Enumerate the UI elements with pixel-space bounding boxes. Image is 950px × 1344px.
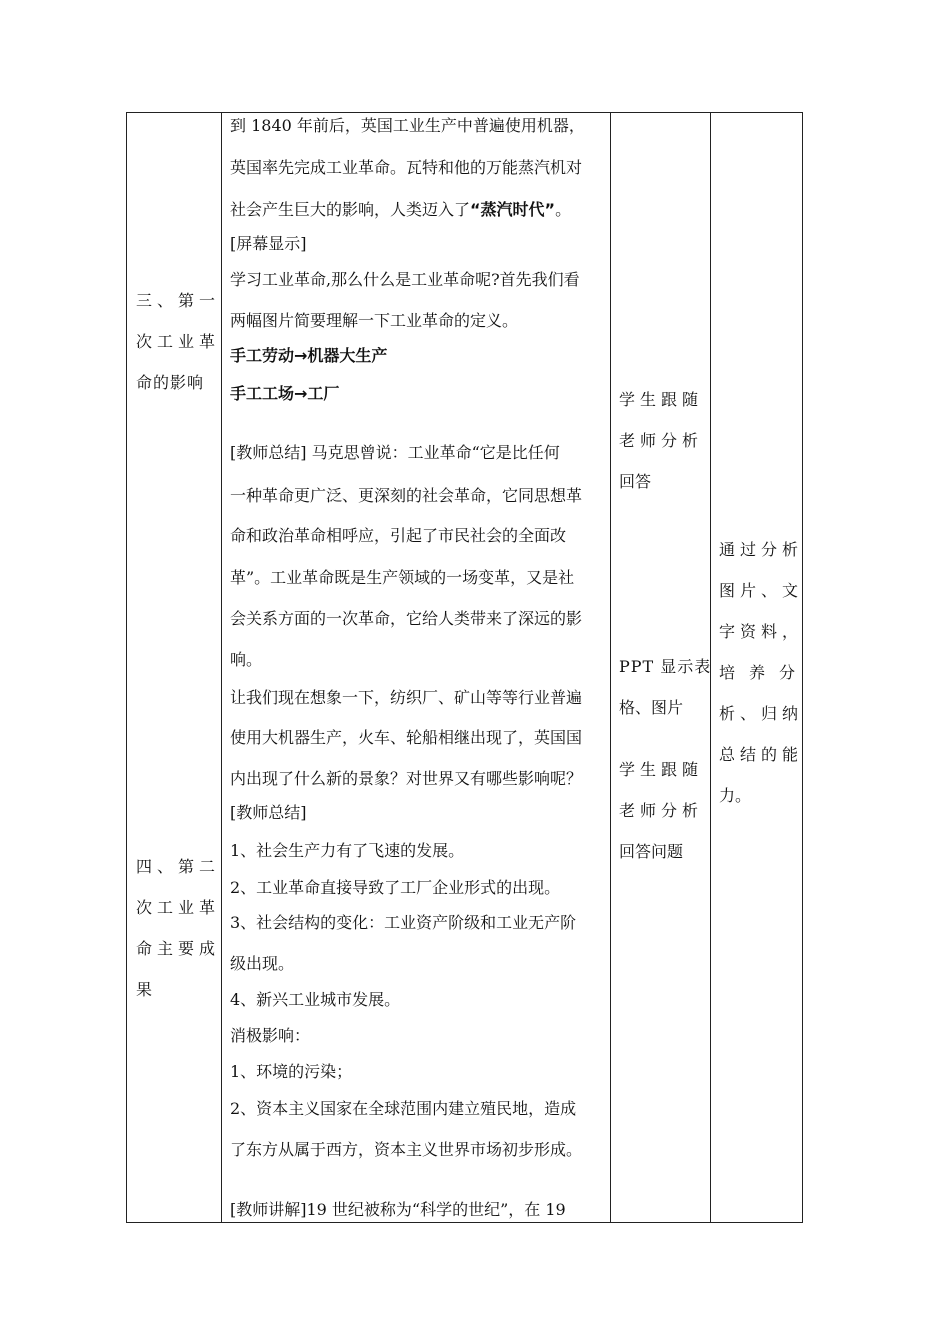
text-line: 革”。工业革命既是生产领域的一场变革，又是社 (230, 568, 575, 587)
text-line: 使用大机器生产，火车、轮船相继出现了，英国国 (230, 728, 583, 747)
intent-line: 析、归纳 (719, 704, 804, 723)
activity-line: 学生跟随 (619, 390, 704, 409)
list-item: 2、资本主义国家在全球范围内建立殖民地，造成 (230, 1099, 577, 1118)
text-line: 到 1840 年前后，英国工业生产中普遍使用机器， (230, 116, 585, 135)
negative-impact-title: 消极影响： (230, 1026, 311, 1045)
topic-four-line: 次工业革 (136, 898, 221, 917)
list-item: 3、社会结构的变化：工业资产阶级和工业无产阶 (230, 913, 577, 932)
topic-three-line: 三、第一 (136, 291, 221, 310)
topic-four-line: 果 (136, 980, 153, 999)
intent-line: 培养分 (719, 663, 810, 682)
topic-four-line: 四、第二 (136, 857, 221, 876)
activity-line: PPT 显示表 (619, 657, 712, 676)
topic-three-line: 命的影响 (136, 373, 205, 392)
text-line: 内出现了什么新的景象？对世界又有哪些影响呢？ (230, 769, 583, 788)
list-item: 1、环境的污染； (230, 1062, 353, 1081)
text-line: 两幅图片简要理解一下工业革命的定义。 (230, 311, 519, 330)
list-item: 2、工业革命直接导致了工厂企业形式的出现。 (230, 878, 561, 897)
topic-four-line: 命主要成 (136, 939, 221, 958)
activity-line: 格、图片 (619, 698, 684, 717)
bold-definition: 手工工场→工厂 (230, 384, 340, 403)
text-line: 一种革命更广泛、更深刻的社会革命，它同思想革 (230, 486, 583, 505)
bold-definition: 手工劳动→机器大生产 (230, 346, 388, 365)
intent-line: 字资料， (719, 622, 804, 641)
text-line: 会关系方面的一次革命，它给人类带来了深远的影 (230, 609, 583, 628)
text-line: 英国率先完成工业革命。瓦特和他的万能蒸汽机对 (230, 158, 583, 177)
activity-line: 老师分析 (619, 801, 704, 820)
screen-display-tag: [屏幕显示] (230, 234, 307, 253)
teacher-summary-tag: [教师总结] (230, 803, 307, 822)
text-span: 社会产生巨大的影响，人类迈入了 (230, 200, 471, 219)
text-line: 命和政治革命相呼应，引起了市民社会的全面改 (230, 526, 567, 545)
text-line: 学习工业革命,那么什么是工业革命呢?首先我们看 (230, 270, 580, 289)
intent-line: 通过分析 (719, 540, 804, 559)
steam-age-term: “蒸汽时代” (470, 200, 556, 219)
activity-line: 学生跟随 (619, 760, 704, 779)
list-item: 1、社会生产力有了飞速的发展。 (230, 841, 465, 860)
list-item: 4、新兴工业城市发展。 (230, 990, 401, 1009)
text-line: [教师总结] 马克思曾说：工业革命“它是比任何 (230, 443, 560, 462)
intent-line: 图片、文 (719, 581, 804, 600)
intent-line: 力。 (719, 786, 752, 805)
activity-line: 回答问题 (619, 842, 684, 861)
topic-three-line: 次工业革 (136, 332, 221, 351)
text-span: 。 (555, 200, 572, 219)
activity-line: 回答 (619, 472, 652, 491)
list-item: 了东方从属于西方，资本主义世界市场初步形成。 (230, 1140, 583, 1159)
list-item: 级出现。 (230, 954, 295, 973)
column-divider (221, 113, 222, 1222)
intent-line: 总结的能 (719, 745, 804, 764)
text-line: 响。 (230, 650, 263, 669)
text-line: 让我们现在想象一下，纺织厂、矿山等等行业普遍 (230, 688, 583, 707)
text-line: [教师讲解]19 世纪被称为“科学的世纪”，在 19 (230, 1200, 566, 1219)
text-line (230, 200, 571, 220)
column-divider (610, 113, 611, 1222)
activity-line: 老师分析 (619, 431, 704, 450)
